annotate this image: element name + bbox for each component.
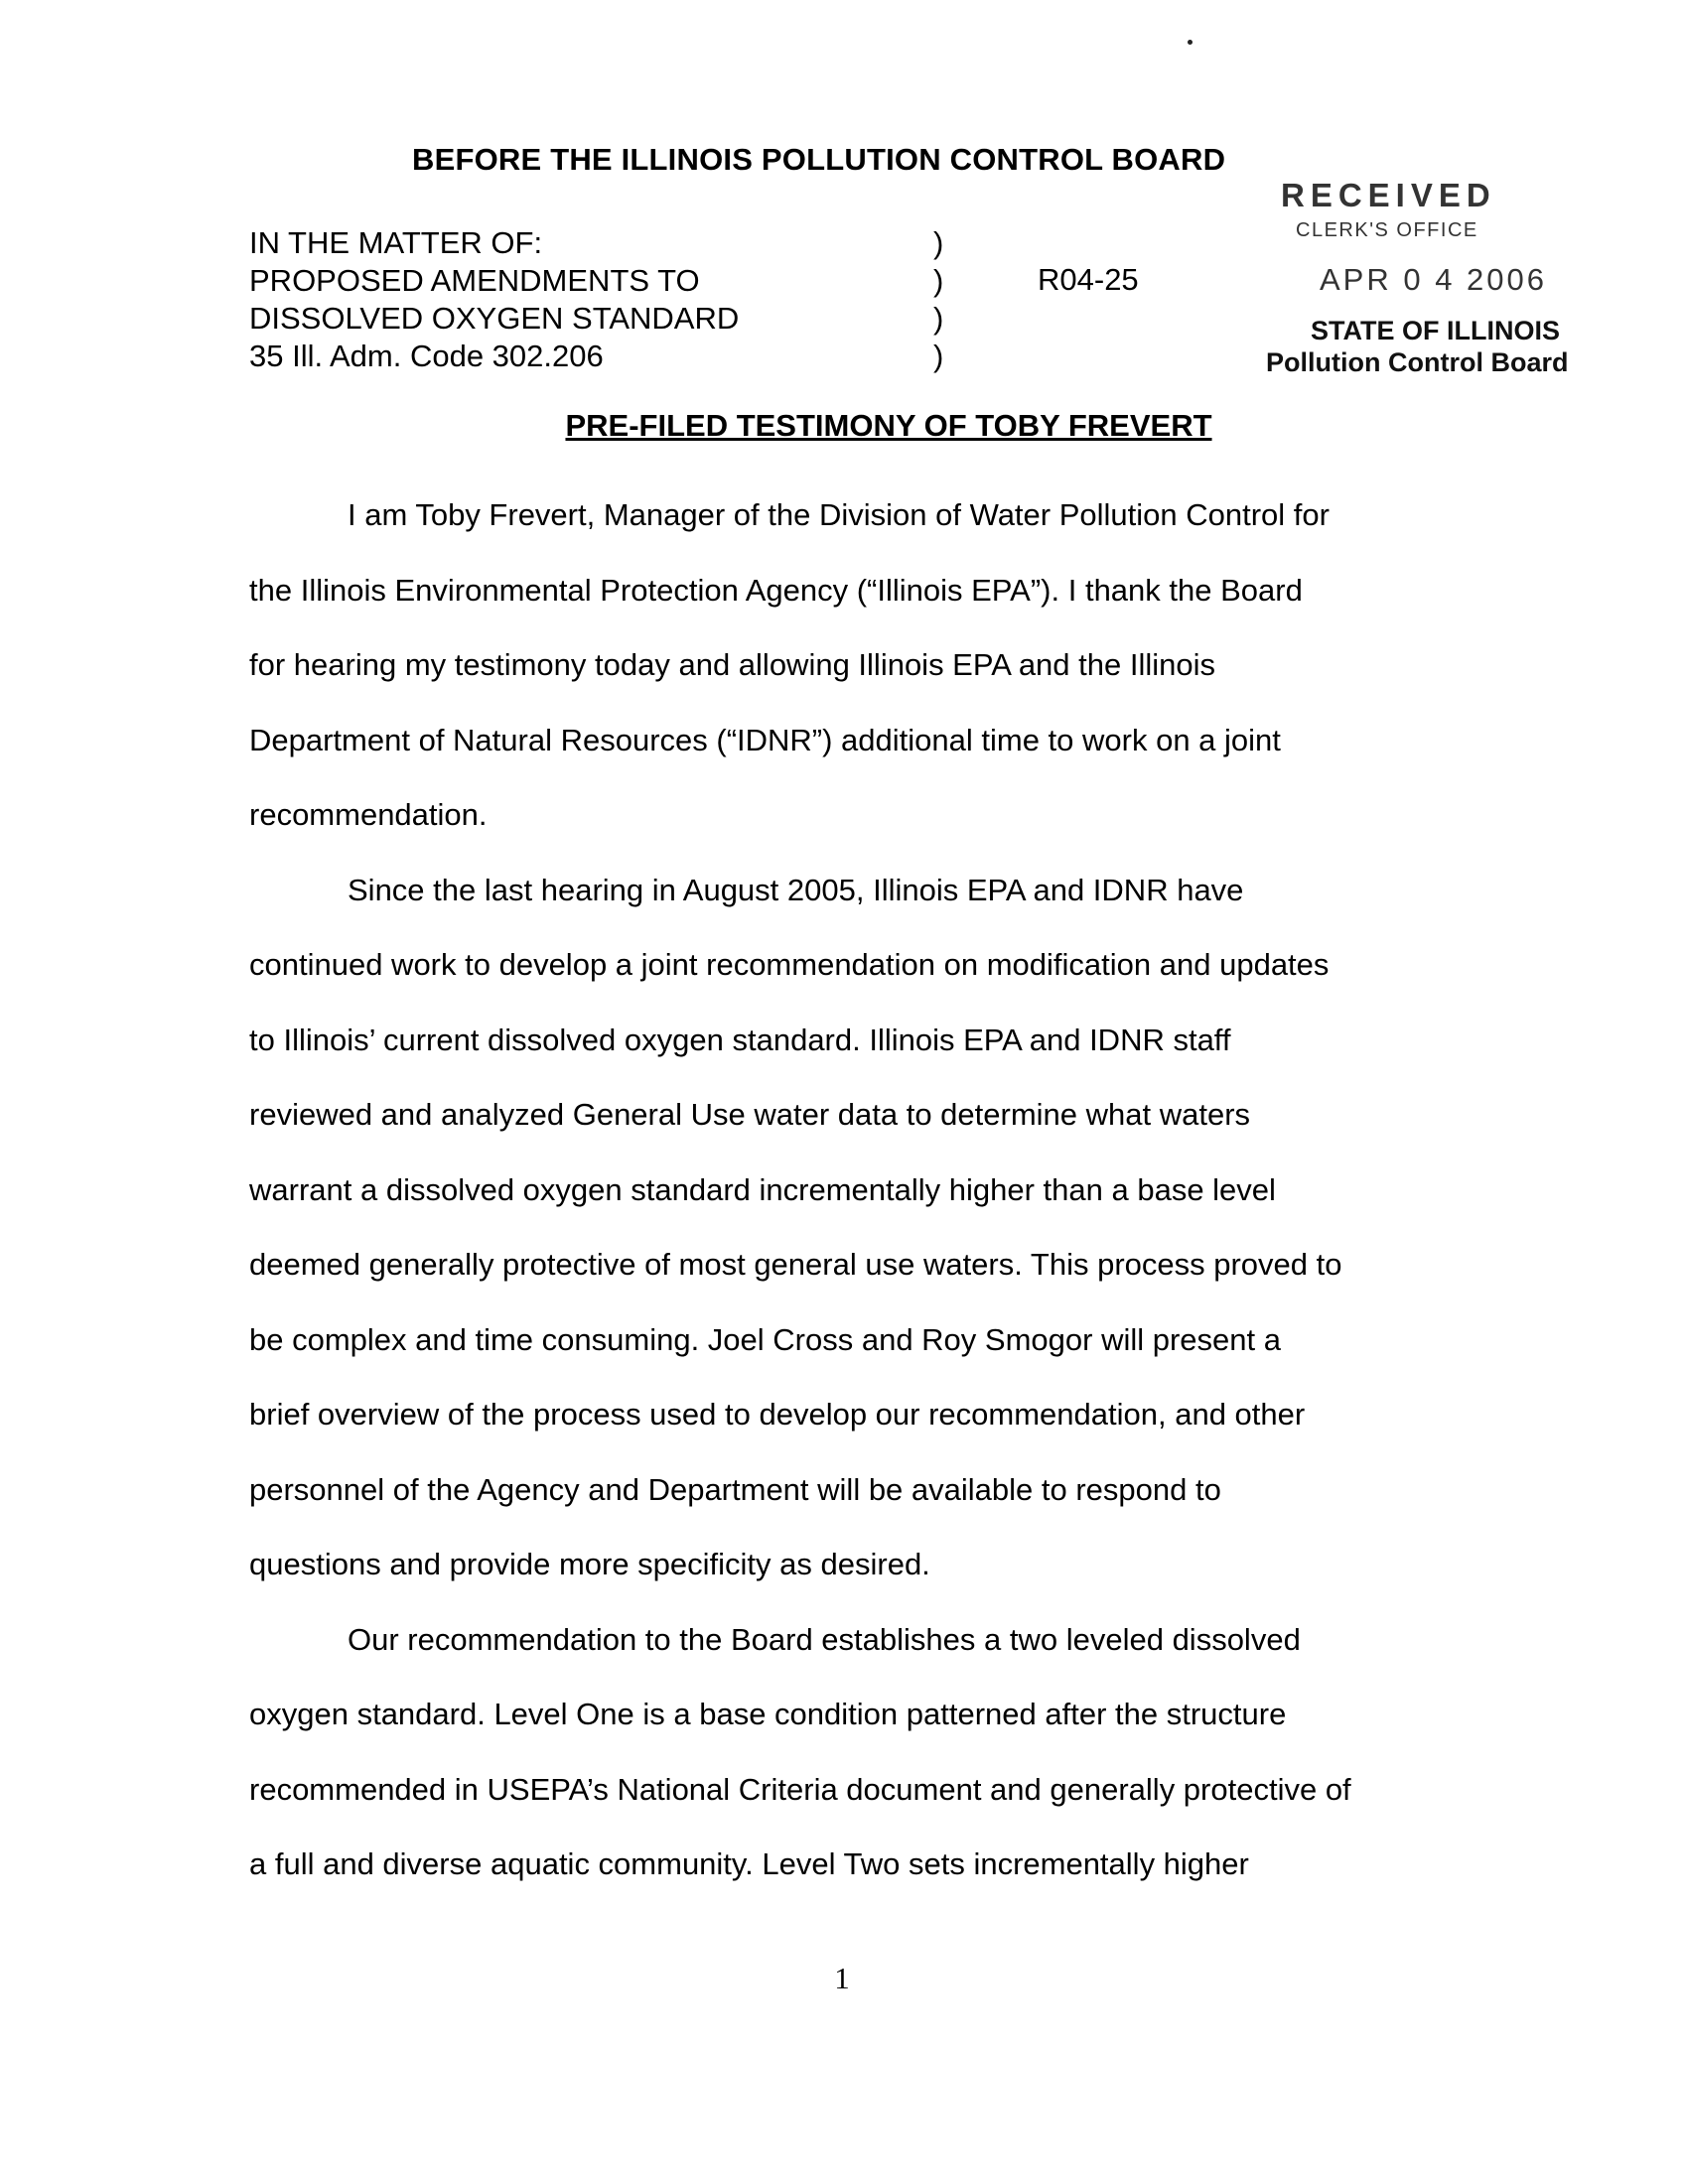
stamp-date: APR 0 4 2006 [1320, 262, 1548, 297]
caption-line: DISSOLVED OXYGEN STANDARD [249, 301, 740, 336]
text-line: brief overview of the process used to develop our recommendation, and other [249, 1397, 1306, 1432]
text-line: personnel of the Agency and Department will be available to respond to [249, 1471, 1221, 1507]
text-line: a full and diverse aquatic community. Level Two sets incrementally higher [249, 1846, 1249, 1881]
scan-speck [1188, 40, 1193, 45]
text-line: the Illinois Environmental Protection Agency (“Illinois EPA”). I thank the Board [249, 572, 1303, 608]
text-line: I am Toby Frevert, Manager of the Division of Water Pollution Control for [348, 497, 1330, 532]
text-line: continued work to develop a joint recommendation on modification and updates [249, 947, 1330, 982]
stamp-board: Pollution Control Board [1266, 347, 1569, 377]
board-heading: BEFORE THE ILLINOIS POLLUTION CONTROL BOARD [412, 142, 1226, 177]
caption-paren: ) [933, 339, 944, 373]
stamp-clerk-office: CLERK'S OFFICE [1296, 219, 1478, 241]
testimony-body [249, 478, 1421, 1902]
text-line: Since the last hearing in August 2005, Illinois EPA and IDNR have [348, 872, 1244, 907]
text-line: questions and provide more specificity as desired. [249, 1547, 930, 1581]
caption-parens [933, 224, 943, 375]
text-line: Our recommendation to the Board establishes a two leveled dissolved [348, 1621, 1301, 1657]
caption-line: 35 Ill. Adm. Code 302.206 [249, 339, 604, 373]
text-line: for hearing my testimony today and allowing Illinois EPA and the Illinois [249, 647, 1216, 682]
text-line: reviewed and analyzed General Use water data to determine what waters [249, 1097, 1251, 1132]
stamp-state: STATE OF ILLINOIS [1311, 316, 1560, 345]
caption-line: PROPOSED AMENDMENTS TO [249, 263, 700, 298]
text-line: Department of Natural Resources (“IDNR”) additional time to work on a joint [249, 722, 1281, 757]
testimony-title: PRE-FILED TESTIMONY OF TOBY FREVERT [565, 408, 1212, 443]
docket-number: R04-25 [1038, 262, 1139, 297]
caption-paren: ) [933, 225, 944, 260]
case-caption [249, 224, 739, 375]
text-line: oxygen standard. Level One is a base condition patterned after the structure [249, 1697, 1287, 1731]
text-line: recommended in USEPA’s National Criteria document and generally protective of [249, 1771, 1351, 1807]
received-stamp [1266, 177, 1584, 405]
caption-line: IN THE MATTER OF: [249, 225, 543, 260]
caption-paren: ) [933, 301, 944, 336]
text-line: be complex and time consuming. Joel Cross and Roy Smogor will present a [249, 1321, 1281, 1357]
text-line: deemed generally protective of most general use waters. This process proved to [249, 1247, 1342, 1282]
page-number: 1 [834, 1961, 850, 1995]
caption-paren: ) [933, 263, 944, 298]
text-line: warrant a dissolved oxygen standard incrementally higher than a base level [249, 1171, 1276, 1207]
text-line: recommendation. [249, 797, 488, 832]
text-line: to Illinois’ current dissolved oxygen standard. Illinois EPA and IDNR staff [249, 1022, 1231, 1057]
stamp-received: RECEIVED [1281, 177, 1496, 213]
